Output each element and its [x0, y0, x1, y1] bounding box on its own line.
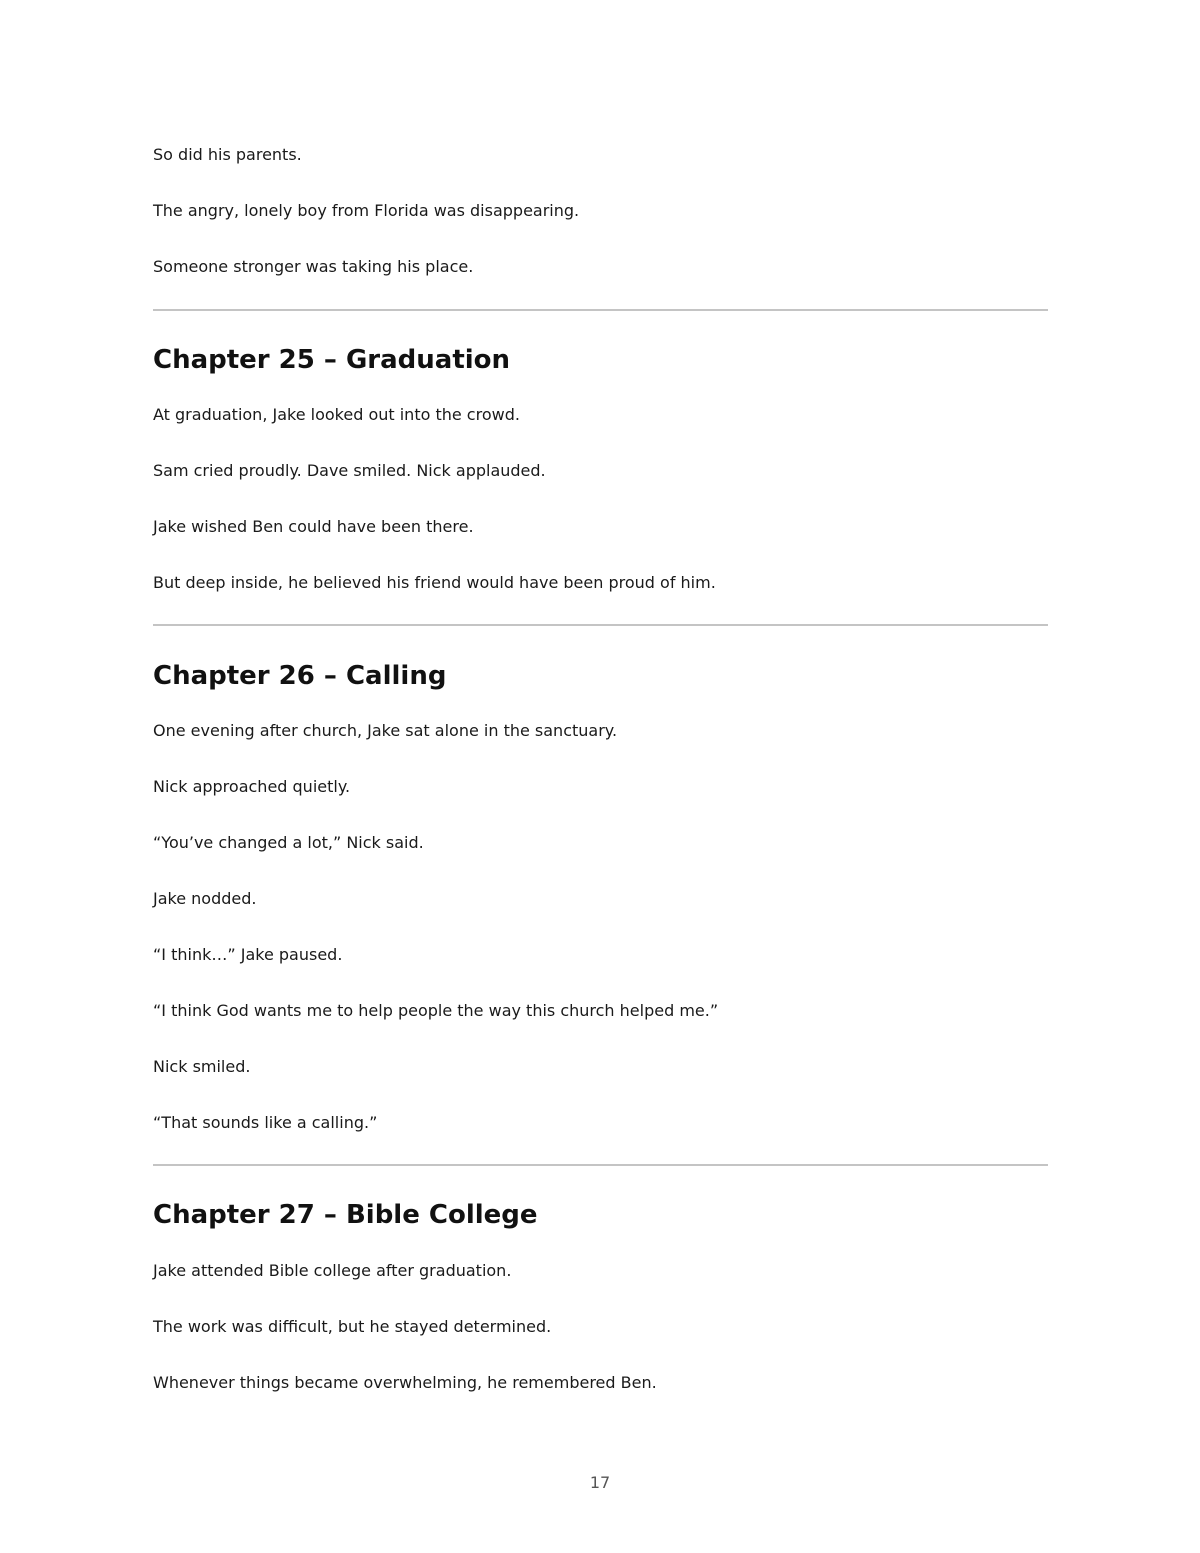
chapter-heading: Chapter 25 – Graduation [153, 345, 511, 375]
paragraph: The work was difficult, but he stayed determined. [153, 1317, 552, 1336]
paragraph: One evening after church, Jake sat alone in the sanctuary. [153, 721, 618, 740]
paragraph: At graduation, Jake looked out into the crowd. [153, 405, 520, 424]
paragraph: Jake wished Ben could have been there. [153, 517, 474, 536]
paragraph: The angry, lonely boy from Florida was disappearing. [153, 201, 580, 220]
section-divider [153, 624, 1048, 626]
paragraph: “That sounds like a calling.” [153, 1113, 378, 1132]
paragraph: Jake attended Bible college after graduation. [153, 1261, 512, 1280]
paragraph: “You’ve changed a lot,” Nick said. [153, 833, 424, 852]
chapter-heading: Chapter 26 – Calling [153, 661, 447, 691]
paragraph: Nick smiled. [153, 1057, 251, 1076]
section-divider [153, 1164, 1048, 1166]
paragraph: “I think…” Jake paused. [153, 945, 343, 964]
paragraph: Nick approached quietly. [153, 777, 351, 796]
paragraph: “I think God wants me to help people the way this church helped me.” [153, 1001, 719, 1020]
page-number: 17 [589, 1473, 611, 1492]
paragraph: Someone stronger was taking his place. [153, 257, 474, 276]
paragraph: Jake nodded. [153, 889, 257, 908]
paragraph: But deep inside, he believed his friend would have been proud of him. [153, 573, 716, 592]
paragraph: Whenever things became overwhelming, he remembered Ben. [153, 1373, 657, 1392]
chapter-heading: Chapter 27 – Bible College [153, 1200, 538, 1230]
paragraph: Sam cried proudly. Dave smiled. Nick applauded. [153, 461, 546, 480]
paragraph: So did his parents. [153, 145, 302, 164]
section-divider [153, 309, 1048, 311]
